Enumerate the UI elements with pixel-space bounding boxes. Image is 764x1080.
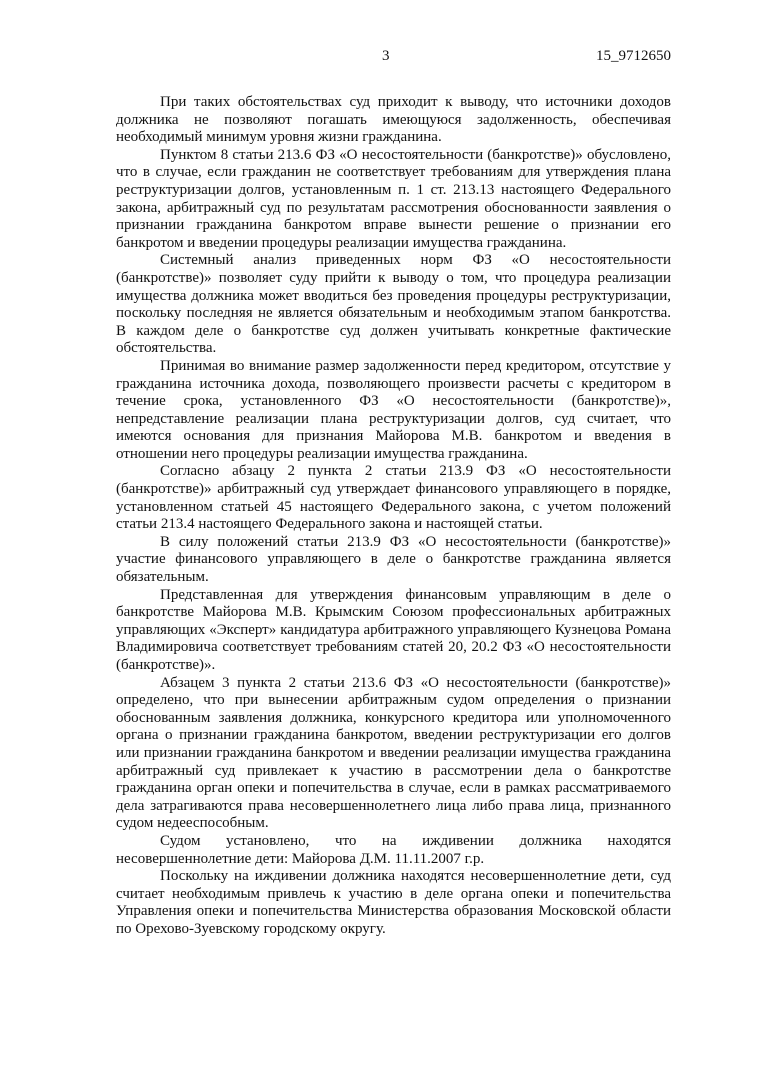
paragraph-dependents: Судом установлено, что на иждивении должника находятся несовершеннолетние дети: Майорова Д.М. 11.11.2007 г.р. [116,832,671,867]
paragraph-grounds-for-bankruptcy: Принимая во внимание размер задолженности перед кредитором, отсутствие у гражданина источника дохода, позволяющего произвести расчеты с кредитором в течение срока, установленного ФЗ «О несостоятельности (банкротстве)», непредставление реализации плана реструктуризации долгов, суд считает, что имеются основания для признания Майорова М.В. банкротом и введения в отношении него процедуры реализации имущества гражданина. [116,357,671,462]
paragraph-clause-8-article-213-6: Пунктом 8 статьи 213.6 ФЗ «О несостоятельности (банкротстве)» обусловлено, что в случае, если гражданин не соответствует требованиям для утверждения плана реструктуризации долгов, установленным п. 1 ст. 213.13 настоящего Федерального закона, арбитражный суд по результатам рассмотрения обоснованности заявления о признании гражданина банкротом вправе вынести решение о признании его банкротом и введении процедуры реализации имущества гражданина. [116,146,671,251]
paragraph-systematic-analysis: Системный анализ приведенных норм ФЗ «О несостоятельности (банкротстве)» позволяет суду прийти к выводу о том, что процедура реализации имущества должника может вводиться без проведения процедуры реструктуризации, поскольку последняя не является обязательным и необходимым этапом банкротства. В каждом деле о банкротстве суд должен учитывать конкретные фактические обстоятельства. [116,252,671,357]
document-body [116,94,671,939]
case-number: 15_9712650 [596,48,671,64]
paragraph-guardianship-authority-rule: Абзацем 3 пункта 2 статьи 213.6 ФЗ «О несостоятельности (банкротстве)» определено, что при вынесении арбитражным судом определения о признании обоснованным заявления должника, конкурсного кредитора или уполномоченного органа о признании гражданина банкротом, введении реструктуризации его долгов или признании гражданина банкротом и введении реализации имущества гражданина арбитражный суд привлекает к участию в рассмотрении дела о банкротстве гражданина орган опеки и попечительства в случае, если в рамках рассматриваемого дела затрагиваются права несовершеннолетнего лица либо права лица, признанного судом недееспособным. [116,674,671,832]
paragraph-involve-guardianship: Поскольку на иждивении должника находятся несовершеннолетние дети, суд считает необходимым привлечь к участию в деле органа опеки и попечительства Управления опеки и попечительства Министерства образования Московской области по Орехово-Зуевскому городскому округу. [116,868,671,937]
paragraph-financial-manager-mandatory: В силу положений статьи 213.9 ФЗ «О несостоятельности (банкротстве)» участие финансового управляющего в деле о банкротстве гражданина является обязательным. [116,533,671,586]
paragraph-article-213-9-appointment: Согласно абзацу 2 пункта 2 статьи 213.9 ФЗ «О несостоятельности (банкротстве)» арбитражный суд утверждает финансового управляющего в порядке, установленном статьей 45 настоящего Федерального закона, с учетом положений статьи 213.4 настоящего Федерального закона и настоящей статьи. [116,463,671,533]
paragraph-candidate-manager: Представленная для утверждения финансовым управляющим в деле о банкротстве Майорова М.В. Крымским Союзом профессиональных арбитражных управляющих «Эксперт» кандидатура арбитражного управляющего Кузнецова Романа Владимировича соответствует требованиям статей 20, 20.2 ФЗ «О несостоятельности (банкротстве)». [116,586,671,673]
paragraph-conclusion-income: При таких обстоятельствах суд приходит к выводу, что источники доходов должника не позволяют погашать имеющуюся задолженность, обеспечивая необходимый минимум уровня жизни гражданина. [116,94,671,146]
page-number: 3 [382,48,390,64]
